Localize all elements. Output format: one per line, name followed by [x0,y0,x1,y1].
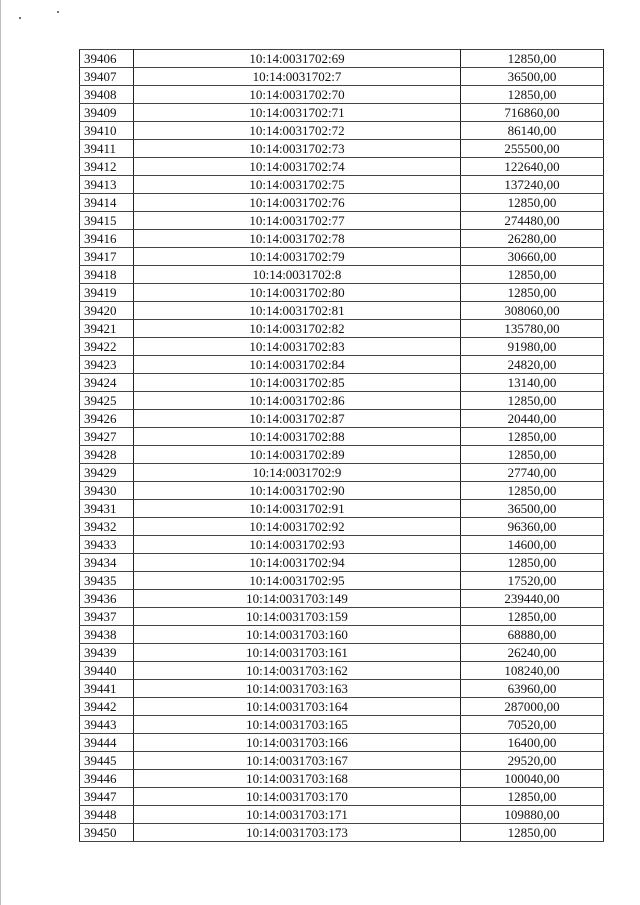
table-row [80,104,604,122]
table-row [80,626,604,644]
row-number: 39443 [80,716,134,734]
cadastral-number: 10:14:0031703:163 [134,680,461,698]
row-number: 39415 [80,212,134,230]
cadastral-value: 63960,00 [461,680,604,698]
cadastral-number: 10:14:0031702:95 [134,572,461,590]
cadastral-value: 12850,00 [461,50,604,68]
row-number: 39407 [80,68,134,86]
cadastral-value: 308060,00 [461,302,604,320]
row-number: 39412 [80,158,134,176]
table-row [80,590,604,608]
cadastral-number: 10:14:0031702:83 [134,338,461,356]
cadastral-number: 10:14:0031702:72 [134,122,461,140]
table-row [80,554,604,572]
cadastral-number: 10:14:0031703:162 [134,662,461,680]
cadastral-value: 20440,00 [461,410,604,428]
cadastral-value: 12850,00 [461,266,604,284]
cadastral-number: 10:14:0031702:76 [134,194,461,212]
row-number: 39421 [80,320,134,338]
cadastral-number: 10:14:0031703:171 [134,806,461,824]
cadastral-value: 100040,00 [461,770,604,788]
document-page [79,49,603,842]
cadastral-number: 10:14:0031702:82 [134,320,461,338]
cadastral-number: 10:14:0031702:94 [134,554,461,572]
cadastral-number: 10:14:0031702:93 [134,536,461,554]
row-number: 39440 [80,662,134,680]
table-row [80,50,604,68]
table-row [80,356,604,374]
cadastral-number: 10:14:0031702:92 [134,518,461,536]
cadastral-value: 122640,00 [461,158,604,176]
table-row [80,410,604,428]
table-row [80,716,604,734]
cadastral-value-table [79,49,604,842]
cadastral-value: 86140,00 [461,122,604,140]
cadastral-value: 91980,00 [461,338,604,356]
cadastral-number: 10:14:0031702:88 [134,428,461,446]
table-row [80,230,604,248]
cadastral-number: 10:14:0031702:85 [134,374,461,392]
cadastral-value: 26240,00 [461,644,604,662]
row-number: 39424 [80,374,134,392]
row-number: 39411 [80,140,134,158]
row-number: 39425 [80,392,134,410]
table-row [80,158,604,176]
table-row [80,284,604,302]
cadastral-value: 135780,00 [461,320,604,338]
row-number: 39437 [80,608,134,626]
row-number: 39428 [80,446,134,464]
row-number: 39431 [80,500,134,518]
cadastral-value: 36500,00 [461,500,604,518]
cadastral-value: 14600,00 [461,536,604,554]
cadastral-value: 68880,00 [461,626,604,644]
row-number: 39430 [80,482,134,500]
cadastral-number: 10:14:0031703:170 [134,788,461,806]
table-row [80,644,604,662]
table-row [80,680,604,698]
cadastral-value: 13140,00 [461,374,604,392]
table-row [80,464,604,482]
row-number: 39410 [80,122,134,140]
table-row [80,320,604,338]
table-row [80,266,604,284]
table-row [80,122,604,140]
cadastral-number: 10:14:0031702:89 [134,446,461,464]
row-number: 39426 [80,410,134,428]
cadastral-number: 10:14:0031703:173 [134,824,461,842]
cadastral-number: 10:14:0031702:74 [134,158,461,176]
row-number: 39441 [80,680,134,698]
table-row [80,212,604,230]
table-row [80,194,604,212]
cadastral-value: 12850,00 [461,608,604,626]
row-number: 39435 [80,572,134,590]
row-number: 39409 [80,104,134,122]
scan-speck [57,11,59,13]
row-number: 39446 [80,770,134,788]
table-row [80,338,604,356]
cadastral-number: 10:14:0031702:71 [134,104,461,122]
row-number: 39448 [80,806,134,824]
cadastral-value: 239440,00 [461,590,604,608]
cadastral-value: 12850,00 [461,86,604,104]
row-number: 39420 [80,302,134,320]
row-number: 39422 [80,338,134,356]
cadastral-value: 12850,00 [461,194,604,212]
table-row [80,770,604,788]
table-row [80,608,604,626]
cadastral-number: 10:14:0031702:81 [134,302,461,320]
cadastral-number: 10:14:0031702:9 [134,464,461,482]
cadastral-value: 12850,00 [461,788,604,806]
cadastral-number: 10:14:0031702:79 [134,248,461,266]
page-edge [0,0,1,905]
table-row [80,500,604,518]
cadastral-number: 10:14:0031702:7 [134,68,461,86]
row-number: 39419 [80,284,134,302]
cadastral-value: 287000,00 [461,698,604,716]
cadastral-number: 10:14:0031702:86 [134,392,461,410]
table-row [80,788,604,806]
table-row [80,698,604,716]
cadastral-value: 16400,00 [461,734,604,752]
cadastral-number: 10:14:0031702:84 [134,356,461,374]
table-row [80,824,604,842]
row-number: 39423 [80,356,134,374]
row-number: 39427 [80,428,134,446]
cadastral-value: 12850,00 [461,284,604,302]
row-number: 39438 [80,626,134,644]
row-number: 39442 [80,698,134,716]
cadastral-number: 10:14:0031703:159 [134,608,461,626]
cadastral-value: 137240,00 [461,176,604,194]
row-number: 39406 [80,50,134,68]
table-row [80,734,604,752]
cadastral-value: 29520,00 [461,752,604,770]
table-row [80,806,604,824]
cadastral-value: 12850,00 [461,428,604,446]
cadastral-value: 17520,00 [461,572,604,590]
row-number: 39413 [80,176,134,194]
cadastral-number: 10:14:0031702:90 [134,482,461,500]
row-number: 39408 [80,86,134,104]
table-row [80,446,604,464]
cadastral-number: 10:14:0031702:87 [134,410,461,428]
table-row [80,518,604,536]
cadastral-number: 10:14:0031702:78 [134,230,461,248]
cadastral-value: 70520,00 [461,716,604,734]
cadastral-value: 12850,00 [461,482,604,500]
table-row [80,392,604,410]
table-row [80,86,604,104]
row-number: 39434 [80,554,134,572]
table-row [80,482,604,500]
row-number: 39436 [80,590,134,608]
table-row [80,374,604,392]
cadastral-number: 10:14:0031703:165 [134,716,461,734]
table-row [80,572,604,590]
cadastral-value: 96360,00 [461,518,604,536]
cadastral-value: 26280,00 [461,230,604,248]
cadastral-number: 10:14:0031703:167 [134,752,461,770]
row-number: 39445 [80,752,134,770]
cadastral-number: 10:14:0031703:149 [134,590,461,608]
cadastral-value: 30660,00 [461,248,604,266]
cadastral-number: 10:14:0031702:73 [134,140,461,158]
row-number: 39444 [80,734,134,752]
row-number: 39450 [80,824,134,842]
row-number: 39414 [80,194,134,212]
cadastral-number: 10:14:0031702:8 [134,266,461,284]
cadastral-value: 36500,00 [461,68,604,86]
cadastral-number: 10:14:0031702:91 [134,500,461,518]
cadastral-number: 10:14:0031703:164 [134,698,461,716]
row-number: 39433 [80,536,134,554]
cadastral-value: 274480,00 [461,212,604,230]
row-number: 39439 [80,644,134,662]
cadastral-value: 108240,00 [461,662,604,680]
table-row [80,140,604,158]
cadastral-number: 10:14:0031703:160 [134,626,461,644]
table-row [80,428,604,446]
row-number: 39429 [80,464,134,482]
table-row [80,176,604,194]
cadastral-value: 12850,00 [461,446,604,464]
row-number: 39447 [80,788,134,806]
row-number: 39418 [80,266,134,284]
cadastral-value: 12850,00 [461,392,604,410]
cadastral-number: 10:14:0031702:75 [134,176,461,194]
table-row [80,662,604,680]
cadastral-number: 10:14:0031702:69 [134,50,461,68]
cadastral-value: 109880,00 [461,806,604,824]
table-row [80,752,604,770]
table-row [80,68,604,86]
cadastral-value: 12850,00 [461,824,604,842]
cadastral-number: 10:14:0031702:70 [134,86,461,104]
table-row [80,302,604,320]
cadastral-value: 27740,00 [461,464,604,482]
cadastral-value: 12850,00 [461,554,604,572]
row-number: 39416 [80,230,134,248]
cadastral-number: 10:14:0031702:80 [134,284,461,302]
table-body [80,50,604,842]
cadastral-value: 716860,00 [461,104,604,122]
table-row [80,536,604,554]
cadastral-number: 10:14:0031702:77 [134,212,461,230]
cadastral-number: 10:14:0031703:168 [134,770,461,788]
cadastral-value: 24820,00 [461,356,604,374]
row-number: 39432 [80,518,134,536]
scan-speck [19,17,21,19]
cadastral-number: 10:14:0031703:161 [134,644,461,662]
cadastral-value: 255500,00 [461,140,604,158]
table-row [80,248,604,266]
row-number: 39417 [80,248,134,266]
cadastral-number: 10:14:0031703:166 [134,734,461,752]
